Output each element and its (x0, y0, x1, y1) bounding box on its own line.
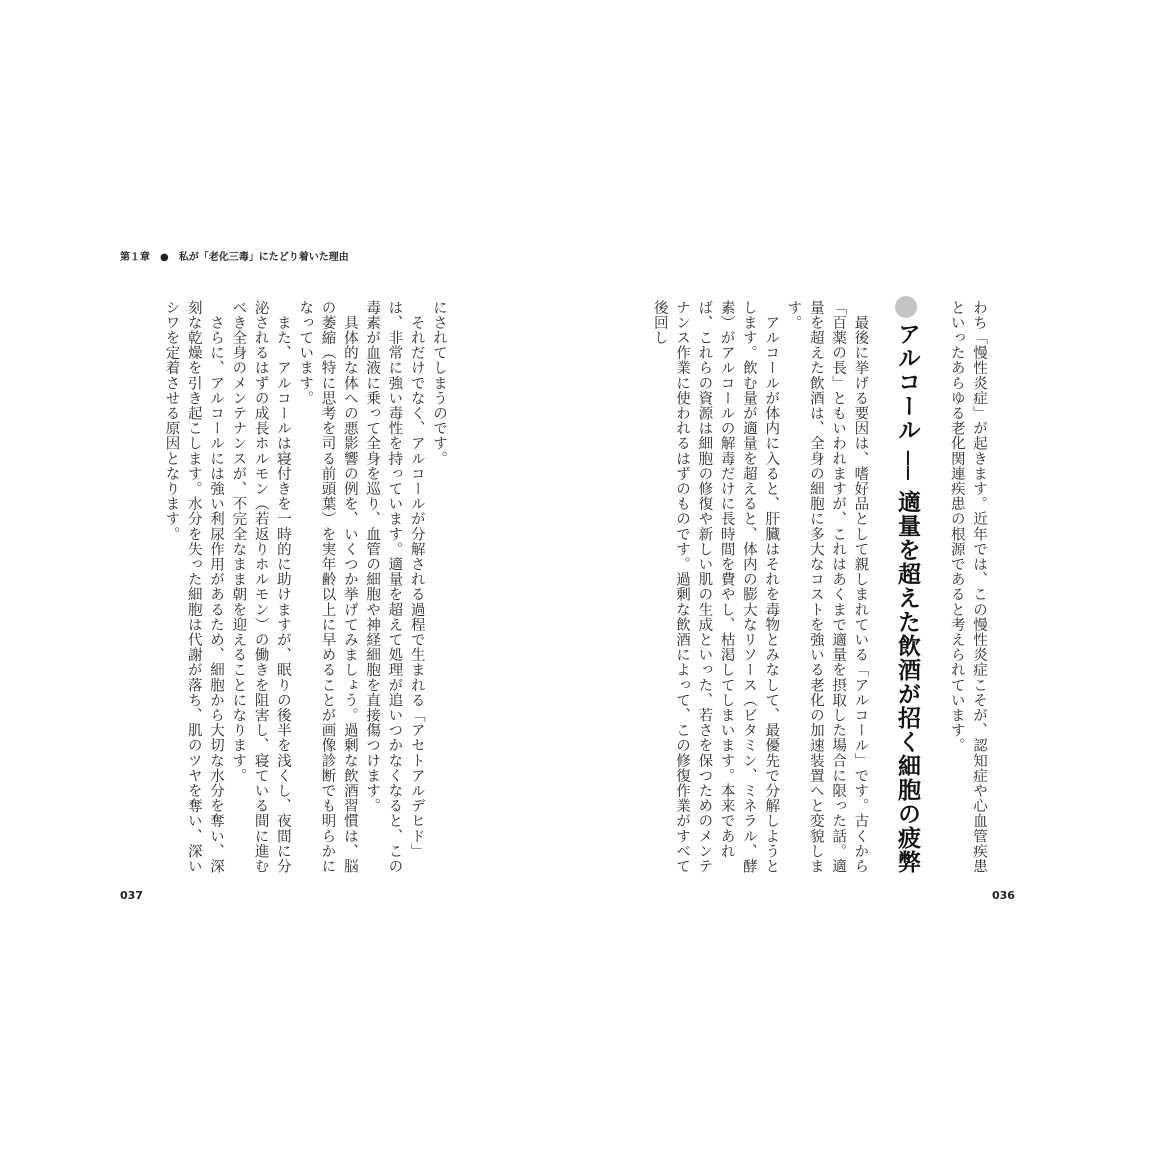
left-paragraph-5: さらに、アルコールには強い利尿作用があるため、細胞から大切な水分を奪い、深刻な乾燥を引き起こします。水分を失った細胞は代謝が落ち、肌のツヤを奪い、深いシワを定着させる原因となります。 (163, 300, 225, 874)
page-number-left: 037 (120, 889, 143, 902)
bullet-circle-icon (895, 296, 917, 318)
page-number-right: 036 (992, 889, 1015, 902)
left-paragraph-4: また、アルコールは寝付きを一時的に助けますが、眠りの後半を浅くし、夜間に分泌されるはずの成長ホルモン（若返りホルモン）の働きを阻害し、寝ている間に進むべき全身のメンテナンスが、不完全なまま朝を迎えることになります。 (230, 300, 291, 874)
right-paragraph-2: アルコールが体内に入ると、肝臓はそれを毒物とみなして、最優先で分解しようとします。飲む量が適量を超えると、体内の膨大なリソース（ビタミン、ミネラル、酵素）がアルコールの解毒だけに長時間を費やし、枯渇してしまいます。本来であれば、これらの資源は細胞の修復や新しい肌の生成といった、若さを保つためのメンテナンス作業に使われるはずのものです。過剰な飲酒によって、この修復作業がすべて後回し (651, 300, 780, 874)
left-page-body (160, 300, 450, 880)
right-intro-paragraph: わち「慢性炎症」が起きます。近年では、この慢性炎症こそが、認知症や心血管疾患といったあらゆる老化関連疾患の根源であると考えられています。 (948, 300, 987, 874)
right-paragraph-1: 最後に挙げる要因は、嗜好品として親しまれている「アルコール」です。古くから「百薬の長」ともいわれますが、これはあくまで適量を摂取した場合に限った話。適量を超えた飲酒は、全身の細胞に多大なコストを強いる老化の加速装置へと変貌します。 (785, 300, 869, 874)
left-paragraph-1: にされてしまうのです。 (431, 300, 447, 467)
left-paragraph-2: それだけでなく、アルコールが分解される過程で生まれる「アセトアルデヒド」は、非常に強い毒性を持っています。適量を超えて処理が追いつかなくなると、この毒素が血液に乗って全身を巡り、血管の細胞や神経細胞を直接傷つけます。 (364, 300, 425, 874)
section-heading-text: アルコール ── 適量を超えた飲酒が招く細胞の疲弊 (894, 322, 920, 874)
section-heading (885, 296, 935, 874)
left-paragraph-3: 具体的な体への悪影響の例を、いくつか挙げてみましょう。過剰な飲酒習慣は、脳の萎縮（特に思考を司る前頭葉）を実年齢以上に早めることが画像診断でも明らかになっています。 (297, 300, 358, 874)
running-head: 第１章 ● 私が「老化三毒」にたどり着いた理由 (120, 252, 349, 263)
right-page-body (648, 300, 990, 880)
